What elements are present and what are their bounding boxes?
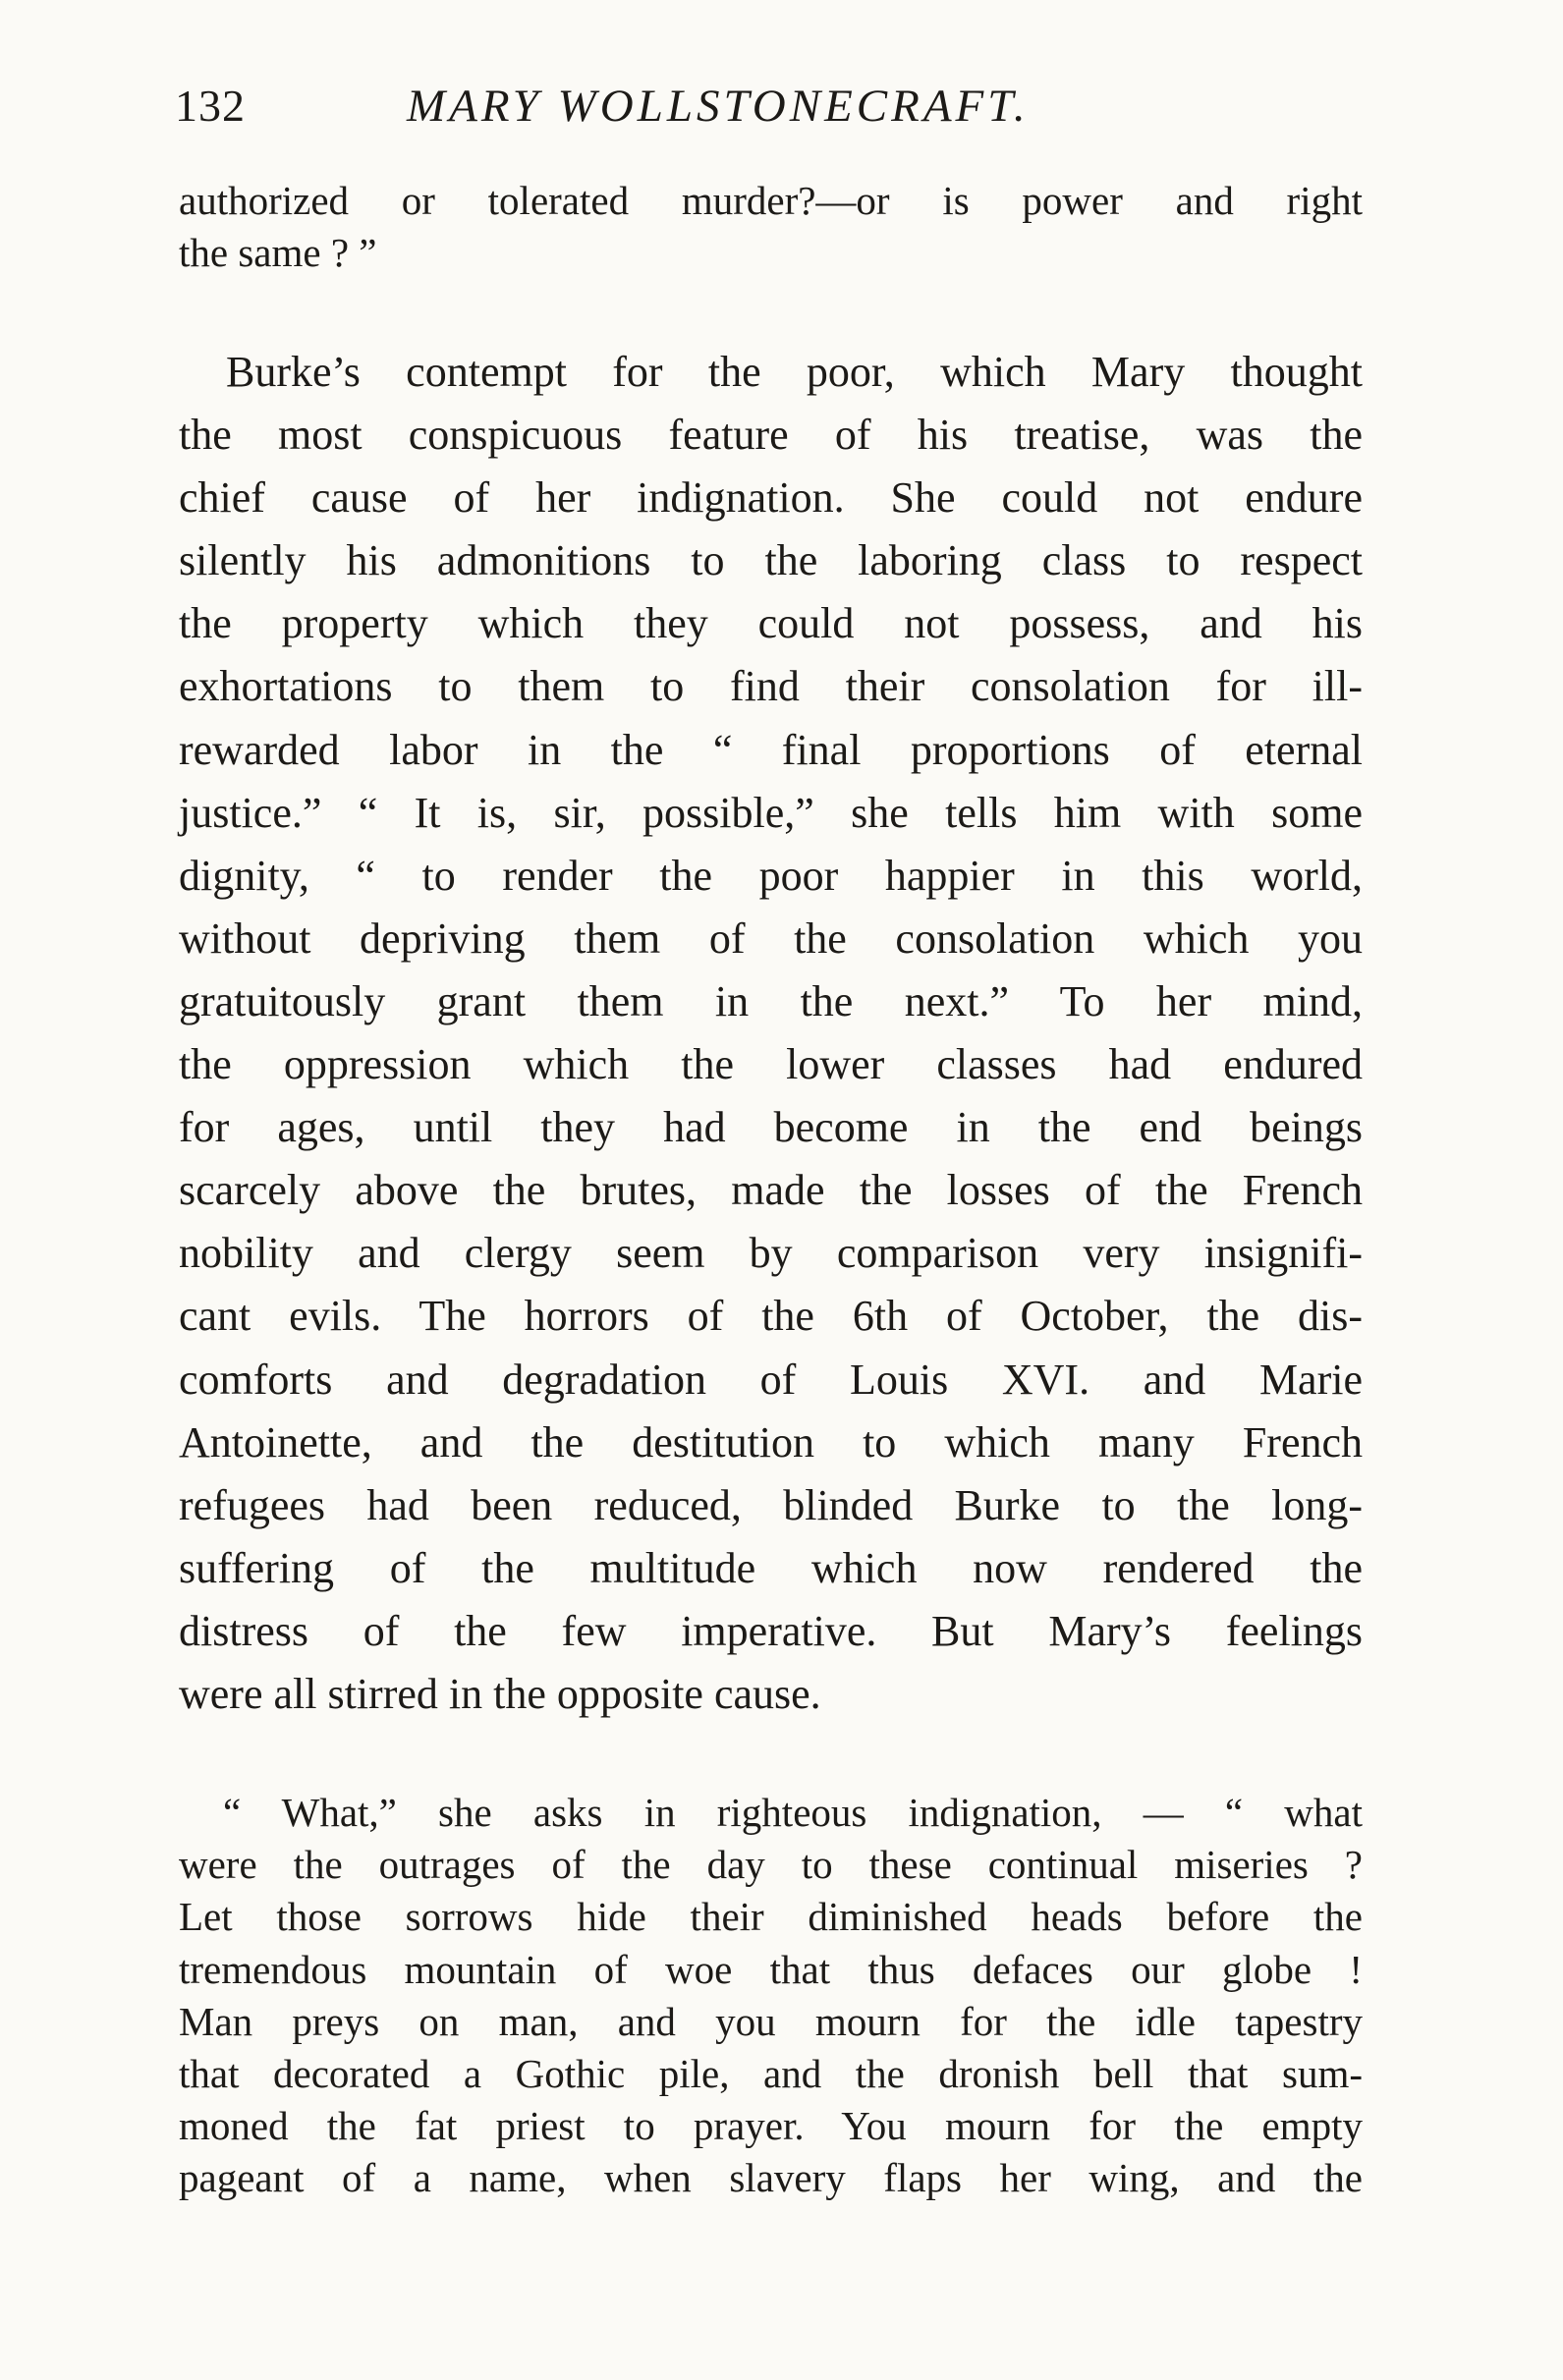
text-line: scarcely above the brutes, made the losses of the French — [179, 1166, 1363, 1215]
text-line: for ages, until they had become in the end beings — [179, 1103, 1363, 1152]
text-line: suffering of the multitude which now rendered the — [179, 1543, 1363, 1592]
text-line: silently his admonitions to the laboring class to respect — [179, 536, 1363, 585]
text-line: were the outrages of the day to these continual miseries ? — [179, 1842, 1363, 1888]
text-line: Burke’s contempt for the poor, which Mary thought — [226, 348, 1363, 396]
text-line: cant evils. The horrors of the 6th of October, the dis- — [179, 1292, 1363, 1341]
page-body — [179, 175, 1363, 2205]
page-header — [175, 67, 1373, 145]
text-line: Man preys on man, and you mourn for the idle tapestry — [179, 1998, 1363, 2044]
page-number: 132 — [175, 81, 246, 131]
text-line: the property which they could not possess, and his — [179, 599, 1363, 648]
quote-paragraph — [179, 1787, 1363, 2205]
text-line: without depriving them of the consolation which you — [179, 913, 1363, 963]
text-line: chief cause of her indignation. She could not endure — [179, 473, 1363, 523]
text-line: dignity, “ to render the poor happier in this world, — [179, 851, 1363, 900]
text-line: refugees had been reduced, blinded Burke to the long- — [179, 1480, 1363, 1529]
text-line: tremendous mountain of woe that thus defaces our globe ! — [179, 1946, 1363, 1992]
text-line: distress of the few imperative. But Mary’s feelings — [179, 1606, 1363, 1655]
text-line: Antoinette, and the destitution to which many French — [179, 1417, 1363, 1467]
text-line: the oppression which the lower classes had endured — [179, 1040, 1363, 1089]
text-line: “ What,” she asks in righteous indignation, — “ what — [223, 1790, 1363, 1836]
text-line: the same ? ” — [179, 230, 377, 275]
text-line: that decorated a Gothic pile, and the dronish bell that sum- — [179, 2051, 1363, 2097]
continuation-text — [179, 175, 1363, 279]
text-line: authorized or tolerated murder?—or is power and right — [179, 178, 1363, 223]
text-line: pageant of a name, when slavery flaps her wing, and the — [179, 2155, 1363, 2201]
running-title: MARY WOLLSTONECRAFT. — [407, 81, 1030, 132]
text-line: gratuitously grant them in the next.” To her mind, — [179, 976, 1363, 1025]
main-paragraph — [179, 341, 1363, 1726]
text-line: comforts and degradation of Louis XVI. and Marie — [179, 1355, 1363, 1404]
text-line: justice.” “ It is, sir, possible,” she tells him with some — [179, 788, 1363, 837]
text-line: were all stirred in the opposite cause. — [179, 1669, 821, 1718]
text-line: nobility and clergy seem by comparison very insignifi- — [179, 1229, 1363, 1278]
text-line: exhortations to them to find their consolation for ill- — [179, 662, 1363, 711]
text-line: rewarded labor in the “ final proportions of eternal — [179, 725, 1363, 774]
text-line: the most conspicuous feature of his treatise, was the — [179, 411, 1363, 460]
text-line: moned the fat priest to prayer. You mourn for the empty — [179, 2103, 1363, 2149]
text-line: Let those sorrows hide their diminished heads before the — [179, 1894, 1363, 1940]
